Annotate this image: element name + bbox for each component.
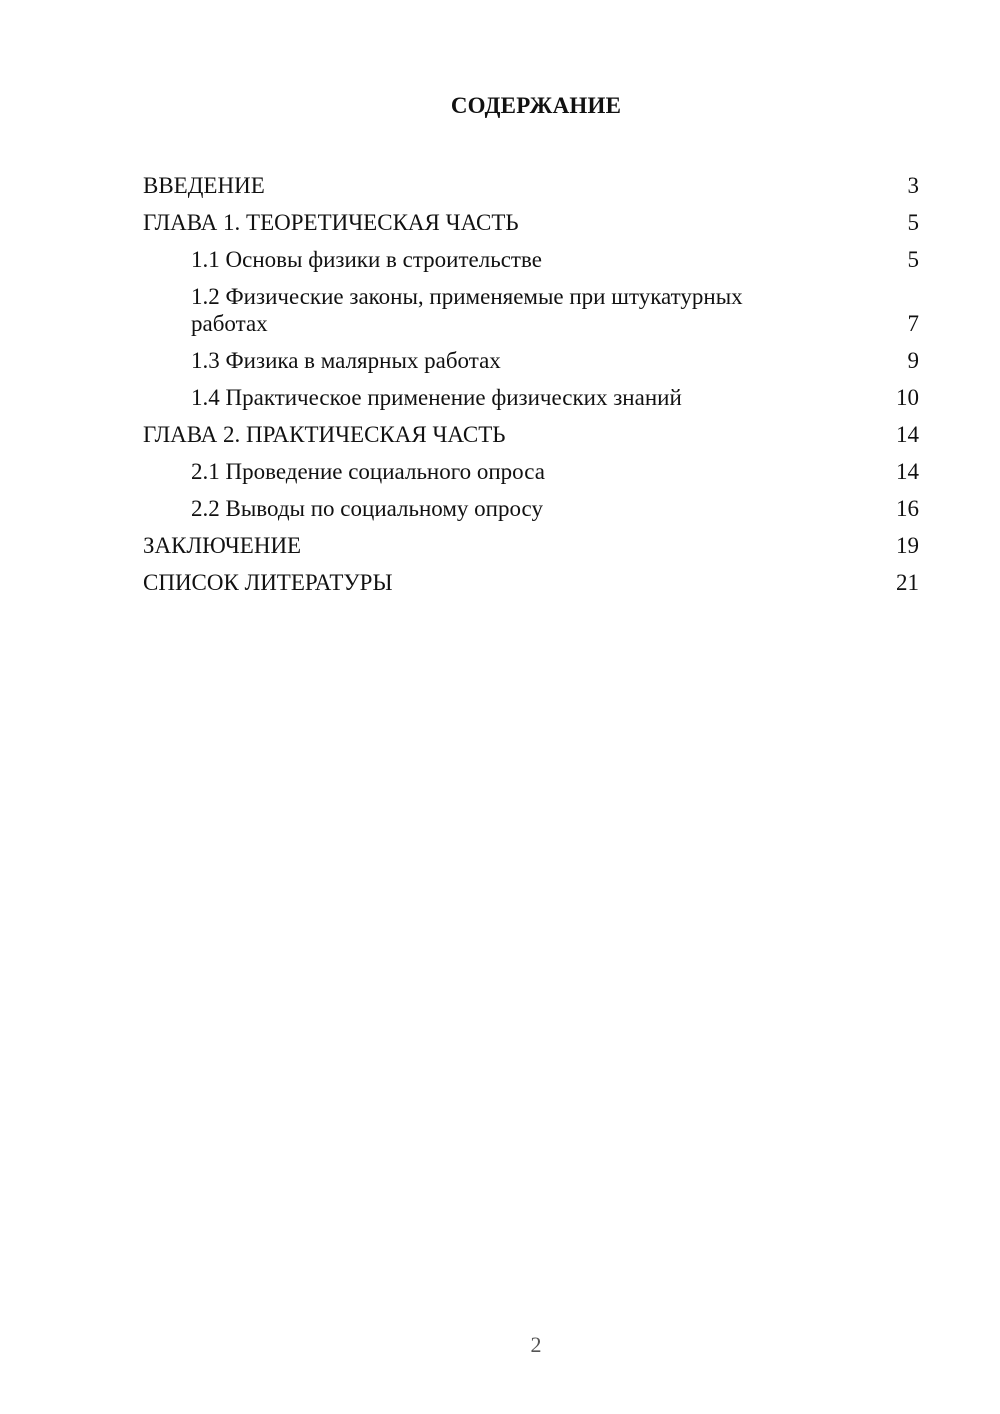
page-number: 2 [530, 1332, 542, 1357]
toc-entry-references[interactable] [143, 565, 919, 602]
toc-entry-section-1-4[interactable] [143, 380, 919, 417]
toc-entry-introduction[interactable] [143, 168, 919, 205]
toc-entry-section-1-1[interactable] [143, 242, 919, 279]
toc-entry-label: 1.4 Практическое применение физических знаний [191, 385, 682, 410]
toc-entry-page: 19 [896, 533, 919, 558]
toc-entry-page: 5 [907, 210, 919, 235]
toc-entry-section-1-3[interactable] [143, 343, 919, 380]
toc-entry-label: ВВЕДЕНИЕ [143, 173, 265, 198]
toc-entry-section-2-1[interactable] [143, 454, 919, 491]
toc-entry-page: 7 [907, 311, 919, 336]
toc-entry-page: 14 [896, 459, 919, 484]
toc-entry-page: 5 [907, 247, 919, 272]
toc-entry-section-1-2[interactable] [143, 279, 919, 343]
toc-entry-page: 21 [896, 570, 919, 595]
toc-entry-label: 2.1 Проведение социального опроса [191, 459, 545, 484]
toc-entry-chapter-2[interactable] [143, 417, 919, 454]
toc-entry-label: ГЛАВА 2. ПРАКТИЧЕСКАЯ ЧАСТЬ [143, 422, 506, 447]
toc-entry-page: 16 [896, 496, 919, 521]
toc-entry-label: 1.1 Основы физики в строительстве [191, 247, 542, 272]
toc-entry-page: 3 [907, 173, 919, 198]
toc-entry-page: 9 [907, 348, 919, 373]
toc-entry-label: СПИСОК ЛИТЕРАТУРЫ [143, 570, 393, 595]
toc-entry-label: ЗАКЛЮЧЕНИЕ [143, 533, 302, 558]
toc-entry-label: 1.3 Физика в малярных работах [191, 348, 501, 373]
toc-entry-label: 1.2 Физические законы, применяемые при штукатурных работах [191, 284, 743, 336]
toc-entry-page: 14 [896, 422, 919, 447]
toc-entry-label: ГЛАВА 1. ТЕОРЕТИЧЕСКАЯ ЧАСТЬ [143, 210, 519, 235]
table-of-contents [143, 168, 919, 602]
toc-entry-page: 10 [896, 385, 919, 410]
toc-entry-label: 2.2 Выводы по социальному опросу [191, 496, 543, 521]
toc-entry-section-2-2[interactable] [143, 491, 919, 528]
toc-entry-chapter-1[interactable] [143, 205, 919, 242]
toc-entry-conclusion[interactable] [143, 528, 919, 565]
toc-title: СОДЕРЖАНИЕ [450, 93, 622, 118]
